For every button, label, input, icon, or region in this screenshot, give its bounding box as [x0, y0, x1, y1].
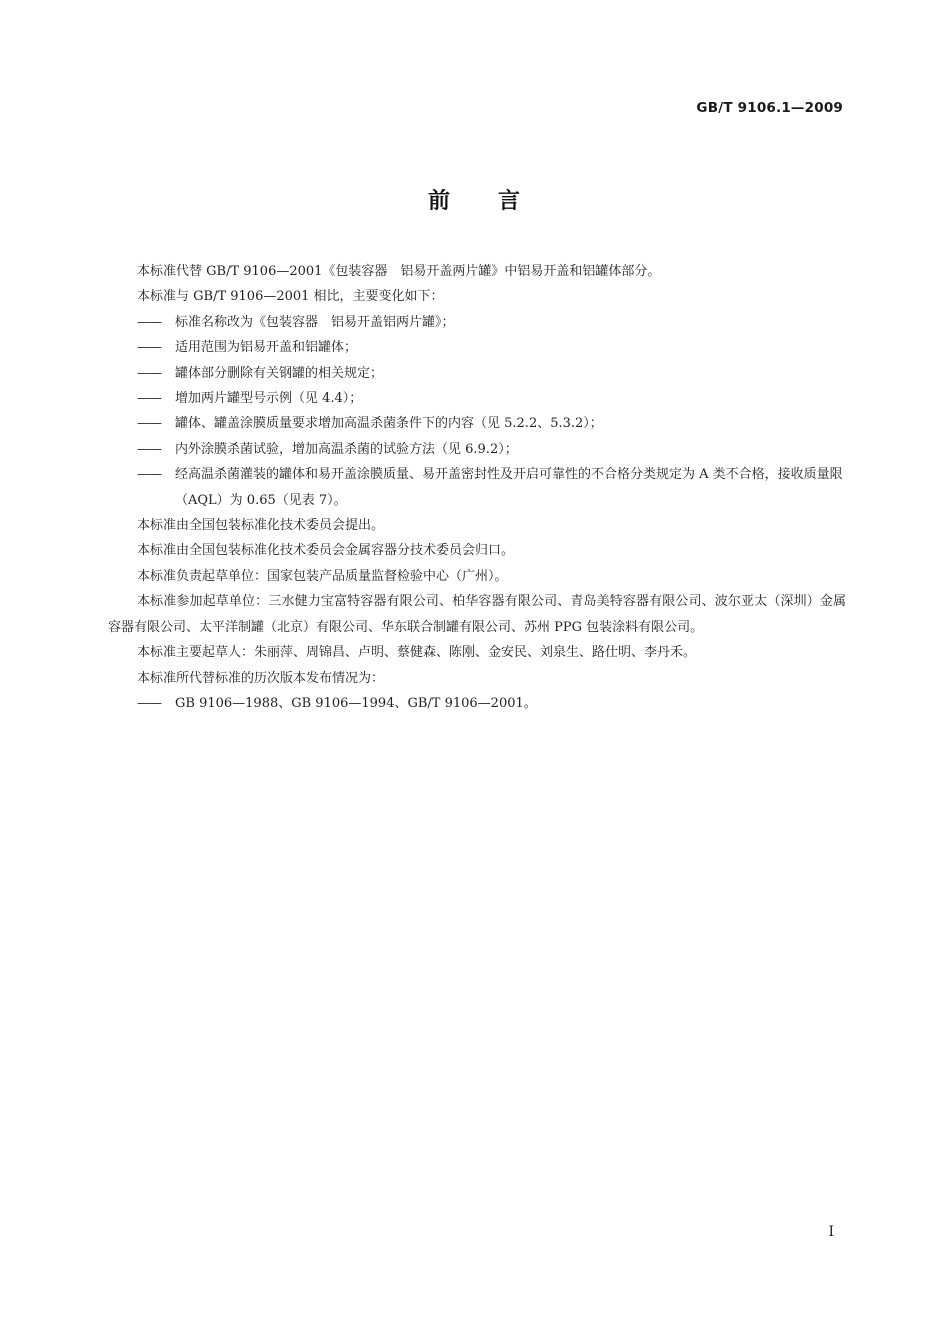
paragraph-administered-by: 本标准由全国包装标准化技术委员会金属容器分技术委员会归口。 — [137, 543, 515, 559]
paragraph-replacement: 本标准代替 GB/T 9106—2001《包装容器 铝易开盖两片罐》中铝易开盖和铝罐体部分。 — [137, 264, 661, 279]
paragraph-lead-drafter: 本标准负责起草单位：国家包装产品质量监督检验中心（广州）。 — [137, 568, 508, 584]
paragraph-changes-intro: 本标准与 GB/T 9106—2001 相比，主要变化如下： — [137, 289, 444, 305]
item-dash: —— — [137, 314, 161, 330]
change-item-text: 适用范围为铝易开盖和铝罐体； — [175, 340, 358, 356]
change-item — [137, 361, 846, 386]
history-item — [137, 691, 846, 716]
history-item-text: GB 9106—1988、GB 9106—1994、GB/T 9106—2001。 — [175, 695, 537, 711]
change-item-text: 增加两片罐型号示例（见 4.4）； — [175, 391, 363, 407]
change-item — [137, 386, 846, 411]
item-dash: —— — [137, 365, 161, 381]
change-item-text: 罐体、罐盖涂膜质量要求增加高温杀菌条件下的内容（见 5.2.2、5.3.2）； — [175, 416, 603, 432]
item-dash: —— — [137, 416, 161, 432]
item-dash: —— — [137, 467, 161, 483]
paragraph-main-drafters: 本标准主要起草人：朱丽萍、周锦昌、卢明、蔡健森、陈刚、金安民、刘泉生、路仕明、李丹禾。 — [137, 645, 697, 661]
change-item — [137, 335, 846, 360]
change-item-text: 经高温杀菌灌装的罐体和易开盖涂膜质量、易开盖密封性及开启可靠性的不合格分类规定为 A 类不合格，接收质量限（AQL）为 0.65（见表 7）。 — [175, 467, 843, 508]
title-char-1: 前 — [427, 189, 452, 214]
title-char-2: 言 — [498, 189, 523, 214]
item-dash: —— — [137, 340, 161, 356]
change-item-text: 内外涂膜杀菌试验，增加高温杀菌的试验方法（见 6.9.2）； — [175, 441, 518, 457]
paragraph-history-intro: 本标准所代替标准的历次版本发布情况为： — [137, 670, 385, 686]
change-item — [137, 310, 846, 335]
change-item-text: 罐体部分删除有关钢罐的相关规定； — [175, 365, 384, 381]
change-item-text: 标准名称改为《包装容器 铝易开盖铝两片罐》； — [175, 314, 455, 330]
item-dash: —— — [137, 391, 161, 407]
item-dash: —— — [137, 695, 161, 711]
change-item — [137, 462, 846, 513]
paragraph-participating-drafters: 本标准参加起草单位：三水健力宝富特容器有限公司、柏华容器有限公司、青岛美特容器有限公司、波尔亚太（深圳）金属容器有限公司、太平洋制罐（北京）有限公司、华东联合制罐有限公司、苏州 PPG 包装涂料有限公司。 — [108, 594, 846, 635]
foreword-body — [108, 259, 846, 716]
page-number: I — [828, 1224, 834, 1240]
item-dash: —— — [137, 441, 161, 457]
standard-code: GB/T 9106.1—2009 — [696, 100, 843, 116]
change-item — [137, 437, 846, 462]
change-item — [137, 411, 846, 436]
page-title — [0, 184, 950, 215]
paragraph-proposed-by: 本标准由全国包装标准化技术委员会提出。 — [137, 518, 385, 534]
